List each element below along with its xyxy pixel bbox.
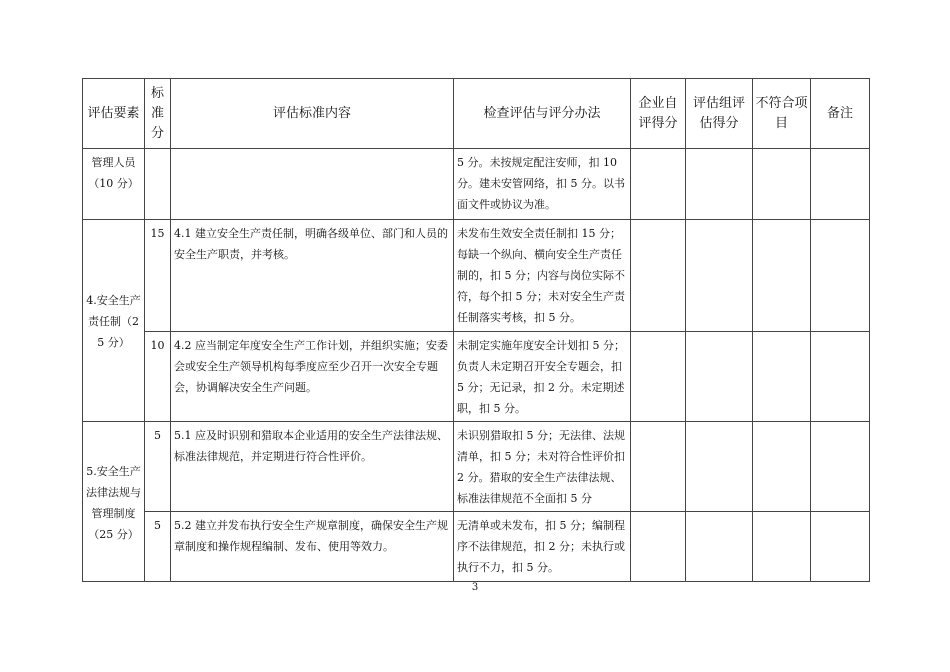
group-score-cell[interactable] <box>686 422 753 512</box>
nonconform-cell[interactable] <box>753 332 811 422</box>
header-row <box>83 79 870 149</box>
content-cell: 5.1 应及时识别和猎取本企业适用的安全生产法律法规、标准法律规范，并定期进行符合性评价。 <box>171 422 454 512</box>
self-score-cell[interactable] <box>631 422 686 512</box>
evaluation-table <box>82 78 870 582</box>
remarks-cell[interactable] <box>811 512 870 582</box>
nonconform-cell[interactable] <box>753 220 811 332</box>
content-cell: 5.2 建立并发布执行安全生产规章制度，确保安全生产规章制度和操作规程编制、发布、使用等效力。 <box>171 512 454 582</box>
header-content: 评估标准内容 <box>171 79 454 149</box>
method-cell: 未制定实施年度安全计划扣 5 分；负责人未定期召开安全专题会，扣 5 分；无记录，扣 2 分。未定期述职，扣 5 分。 <box>454 332 631 422</box>
remarks-cell[interactable] <box>811 220 870 332</box>
header-element: 评估要素 <box>83 79 145 149</box>
content-cell: 4.2 应当制定年度安全生产工作计划，并组织实施；安委会或安全生产领导机构每季度应至少召开一次安全专题会，协调解决安全生产问题。 <box>171 332 454 422</box>
header-method: 检查评估与评分办法 <box>454 79 631 149</box>
table-row <box>83 422 870 512</box>
self-score-cell[interactable] <box>631 220 686 332</box>
table-row <box>83 512 870 582</box>
nonconform-cell[interactable] <box>753 422 811 512</box>
score-cell: 10 <box>145 332 171 422</box>
self-score-cell[interactable] <box>631 332 686 422</box>
group-score-cell[interactable] <box>686 332 753 422</box>
score-cell: 5 <box>145 422 171 512</box>
header-score: 标准分 <box>145 79 171 149</box>
element-cell: 4.安全生产责任制（25 分） <box>83 220 145 422</box>
element-cell: 5.安全生产法律法规与管理制度（25 分） <box>83 422 145 582</box>
content-cell <box>171 149 454 220</box>
header-remarks: 备注 <box>811 79 870 149</box>
method-cell: 5 分。未按规定配注安师，扣 10 分。建未安管网络，扣 5 分。以书面文件或协议为准。 <box>454 149 631 220</box>
header-self-score: 企业自评得分 <box>631 79 686 149</box>
remarks-cell[interactable] <box>811 422 870 512</box>
remarks-cell[interactable] <box>811 332 870 422</box>
method-cell: 未识别猎取扣 5 分；无法律、法规清单，扣 5 分；未对符合性评价扣 2 分。猎取的安全生产法律法规、标准法律规范不全面扣 5 分 <box>454 422 631 512</box>
content-cell: 4.1 建立安全生产责任制，明确各级单位、部门和人员的安全生产职责，并考核。 <box>171 220 454 332</box>
header-group-score: 评估组评估得分 <box>686 79 753 149</box>
page-number: 3 <box>471 582 479 593</box>
element-cell: 管理人员（10 分） <box>83 149 145 220</box>
table-row <box>83 220 870 332</box>
table-row <box>83 149 870 220</box>
nonconform-cell[interactable] <box>753 512 811 582</box>
self-score-cell[interactable] <box>631 512 686 582</box>
score-cell: 15 <box>145 220 171 332</box>
remarks-cell[interactable] <box>811 149 870 220</box>
self-score-cell[interactable] <box>631 149 686 220</box>
header-nonconform: 不符合项目 <box>753 79 811 149</box>
method-cell: 无清单或未发布，扣 5 分；编制程序不法律规范，扣 2 分；未执行或执行不力，扣 5 分。 <box>454 512 631 582</box>
table-row <box>83 332 870 422</box>
group-score-cell[interactable] <box>686 512 753 582</box>
group-score-cell[interactable] <box>686 220 753 332</box>
nonconform-cell[interactable] <box>753 149 811 220</box>
score-cell <box>145 149 171 220</box>
group-score-cell[interactable] <box>686 149 753 220</box>
method-cell: 未发布生效安全责任制扣 15 分；每缺一个纵向、横向安全生产责任制的，扣 5 分；内容与岗位实际不符，每个扣 5 分；未对安全生产责任制落实考核，扣 5 分。 <box>454 220 631 332</box>
score-cell: 5 <box>145 512 171 582</box>
